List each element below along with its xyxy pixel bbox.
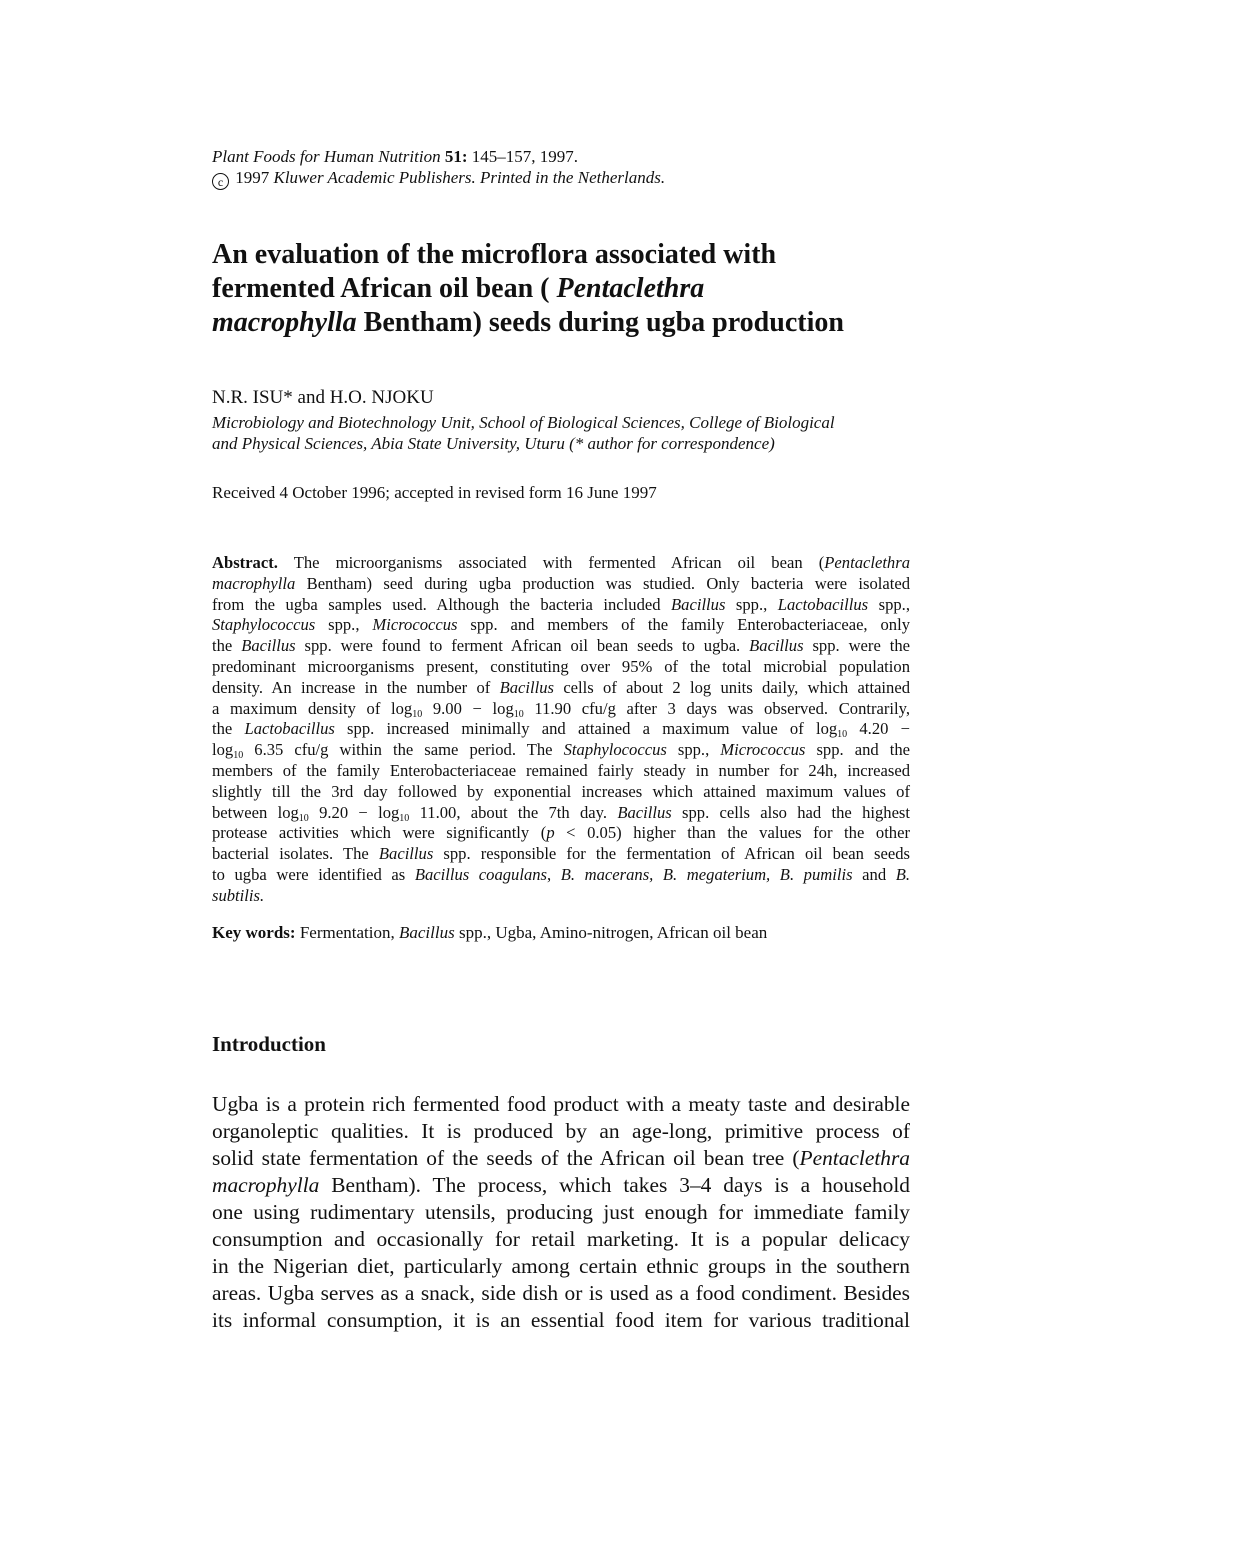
- abstract-text: spp.,: [725, 594, 778, 614]
- abstract-text: the: [212, 636, 242, 656]
- abstract-text: 9.00 − log: [422, 698, 514, 718]
- paper-title: [212, 238, 910, 340]
- abstract-text: 6.35 cfu/g within the same period. The: [243, 740, 564, 760]
- intro-line: its informal consumption, it is an essential food item for various traditional: [212, 1308, 910, 1332]
- abstract-italic: Bacillus: [749, 636, 804, 656]
- section-heading-introduction: Introduction: [212, 1032, 326, 1056]
- affiliation: [212, 412, 910, 454]
- abstract-italic: Bacillus: [671, 594, 726, 614]
- log-subscript: 10: [399, 812, 410, 824]
- abstract-text: spp.,: [666, 740, 721, 760]
- abstract-italic: Bacillus: [241, 636, 296, 656]
- copyright-icon: c: [212, 173, 229, 190]
- abstract-line: [212, 719, 910, 740]
- abstract-line: [212, 678, 910, 699]
- title-line-3: [212, 306, 910, 340]
- abstract-text: spp. and the: [805, 740, 910, 760]
- abstract-text: a maximum density of log: [212, 698, 413, 718]
- keywords-text: Fermentation,: [295, 923, 399, 942]
- intro-text: Bentham). The process, which takes 3–4 days is a household: [319, 1173, 910, 1197]
- authors: N.R. ISU* and H.O. NJOKU: [212, 387, 434, 408]
- abstract-italic: Micrococcus: [720, 740, 806, 760]
- abstract-line: [212, 595, 910, 616]
- abstract-text: cells of about 2 log units daily, which attained: [554, 677, 911, 697]
- abstract-line: [212, 886, 910, 907]
- title-species-epithet: macrophylla: [212, 307, 357, 338]
- abstract-italic: Pentaclethra: [824, 553, 910, 572]
- intro-line: in the Nigerian diet, particularly among certain ethnic groups in the southern: [212, 1254, 910, 1278]
- abstract-text: < 0.05) higher than the values for the other: [554, 823, 910, 843]
- abstract-text: 9.20 − log: [308, 802, 400, 822]
- abstract-italic: Micrococcus: [372, 615, 458, 635]
- abstract-text: spp. were the: [803, 636, 910, 656]
- intro-line: Ugba is a protein rich fermented food product with a meaty taste and desirable: [212, 1092, 910, 1116]
- abstract-text: between log: [212, 802, 299, 822]
- abstract-text: spp. were found to ferment African oil bean seeds to ugba.: [295, 636, 750, 656]
- publisher: Kluwer Academic Publishers. Printed in the Netherlands.: [273, 168, 666, 187]
- abstract-line: [212, 699, 910, 720]
- keywords: [212, 922, 767, 943]
- abstract-text: spp. and members of the family Enterobacteriaceae, only: [457, 615, 910, 635]
- affiliation-line-2: and Physical Sciences, Abia State University, Uturu (* author for correspondence): [212, 434, 775, 453]
- abstract-italic: B. macerans, B. megaterium, B. pumilis: [560, 864, 853, 884]
- abstract-text: log: [212, 740, 234, 760]
- abstract-text: spp. cells also had the highest: [671, 802, 911, 822]
- abstract-text: spp.,: [315, 615, 373, 635]
- introduction-body: [212, 1091, 910, 1334]
- intro-text: solid state fermentation of the seeds of the African oil bean tree (: [212, 1146, 800, 1170]
- abstract-italic: Bacillus coagulans: [414, 864, 548, 884]
- abstract-text: and: [852, 864, 896, 884]
- journal-pages-year: 145–157, 1997.: [471, 147, 578, 166]
- abstract-italic: macrophylla: [212, 573, 296, 593]
- abstract-text: spp. increased minimally and attained a maximum value of log: [334, 719, 838, 739]
- affiliation-line-1: Microbiology and Biotechnology Unit, School of Biological Sciences, College of Biological: [212, 413, 835, 432]
- intro-line: areas. Ugba serves as a snack, side dish or is used as a food condiment. Besides: [212, 1281, 910, 1305]
- copyright-year: 1997: [235, 168, 270, 187]
- abstract-line: [212, 823, 910, 844]
- abstract-text: 11.00, about the 7th day.: [409, 802, 618, 822]
- abstract-text: density. An increase in the number of: [212, 677, 500, 697]
- keywords-italic: Bacillus: [398, 923, 455, 942]
- abstract: [212, 553, 910, 907]
- abstract-line: [212, 803, 910, 824]
- abstract-line: [212, 865, 910, 886]
- journal-name: Plant Foods for Human Nutrition: [212, 147, 441, 166]
- abstract-italic: Lactobacillus: [244, 719, 335, 739]
- abstract-text: to ugba were identified as: [212, 864, 415, 884]
- title-line-2: [212, 272, 910, 306]
- abstract-text: ,: [547, 864, 561, 884]
- received-dates: Received 4 October 1996; accepted in revised form 16 June 1997: [212, 483, 657, 502]
- keywords-text: spp., Ugba, Amino-nitrogen, African oil bean: [454, 923, 768, 942]
- log-subscript: 10: [412, 708, 423, 720]
- title-text: fermented African oil bean (: [212, 273, 557, 304]
- abstract-italic: Bacillus: [617, 802, 672, 822]
- log-subscript: 10: [233, 750, 244, 762]
- journal-citation: [212, 146, 578, 168]
- copyright-notice: [212, 167, 665, 190]
- intro-italic: Pentaclethra: [799, 1146, 910, 1170]
- abstract-italic: subtilis.: [212, 885, 265, 905]
- abstract-line: members of the family Enterobacteriaceae remained fairly steady in number for 24h, increased: [212, 760, 910, 780]
- abstract-text: 11.90 cfu/g after 3 days was observed. Contrarily,: [523, 698, 910, 718]
- abstract-italic: Bacillus: [378, 844, 434, 864]
- abstract-italic: B.: [895, 864, 911, 884]
- intro-line: one using rudimentary utensils, producing just enough for immediate family: [212, 1200, 910, 1224]
- intro-line: organoleptic qualities. It is produced by an age-long, primitive process of: [212, 1119, 910, 1143]
- abstract-italic: Staphylococcus: [563, 740, 667, 760]
- log-subscript: 10: [837, 729, 848, 741]
- intro-line: [212, 1172, 910, 1199]
- abstract-line: [212, 740, 910, 761]
- abstract-italic: Staphylococcus: [212, 615, 316, 635]
- title-species-genus: Pentaclethra: [556, 273, 705, 304]
- log-subscript: 10: [513, 708, 524, 720]
- abstract-text: the: [212, 719, 245, 739]
- journal-volume: 51:: [444, 147, 468, 166]
- abstract-line: [212, 553, 910, 574]
- abstract-line: [212, 636, 910, 657]
- abstract-text: spp. responsible for the fermentation of African oil bean seeds: [433, 844, 910, 864]
- abstract-text: bacterial isolates. The: [212, 844, 379, 864]
- abstract-line: [212, 574, 910, 595]
- abstract-text: spp.,: [868, 594, 910, 614]
- abstract-italic: p: [546, 823, 555, 843]
- title-text: Bentham) seeds during ugba production: [356, 307, 844, 338]
- intro-line: [212, 1145, 910, 1172]
- abstract-line: [212, 844, 910, 865]
- abstract-italic: Bacillus: [499, 677, 554, 697]
- abstract-text: Bentham) seed during ugba production was studied. Only bacteria were isolated: [295, 573, 910, 593]
- log-subscript: 10: [298, 812, 309, 824]
- abstract-text: 4.20 −: [847, 719, 911, 739]
- keywords-label: Key words:: [212, 923, 296, 942]
- title-line-1: An evaluation of the microflora associated with: [212, 239, 777, 270]
- abstract-line: slightly till the 3rd day followed by exponential increases which attained maximum values of: [212, 781, 910, 801]
- abstract-text: The microorganisms associated with fermented African oil bean (: [277, 553, 825, 572]
- abstract-line: [212, 615, 910, 636]
- abstract-line: predominant microorganisms present, constituting over 95% of the total microbial population: [212, 656, 910, 676]
- abstract-italic: Lactobacillus: [777, 594, 869, 614]
- abstract-text: protease activities which were significantly (: [212, 823, 547, 843]
- abstract-label: Abstract.: [212, 553, 278, 572]
- intro-line: consumption and occasionally for retail marketing. It is a popular delicacy: [212, 1227, 910, 1251]
- intro-italic: macrophylla: [212, 1173, 320, 1197]
- abstract-text: from the ugba samples used. Although the bacteria included: [212, 594, 672, 614]
